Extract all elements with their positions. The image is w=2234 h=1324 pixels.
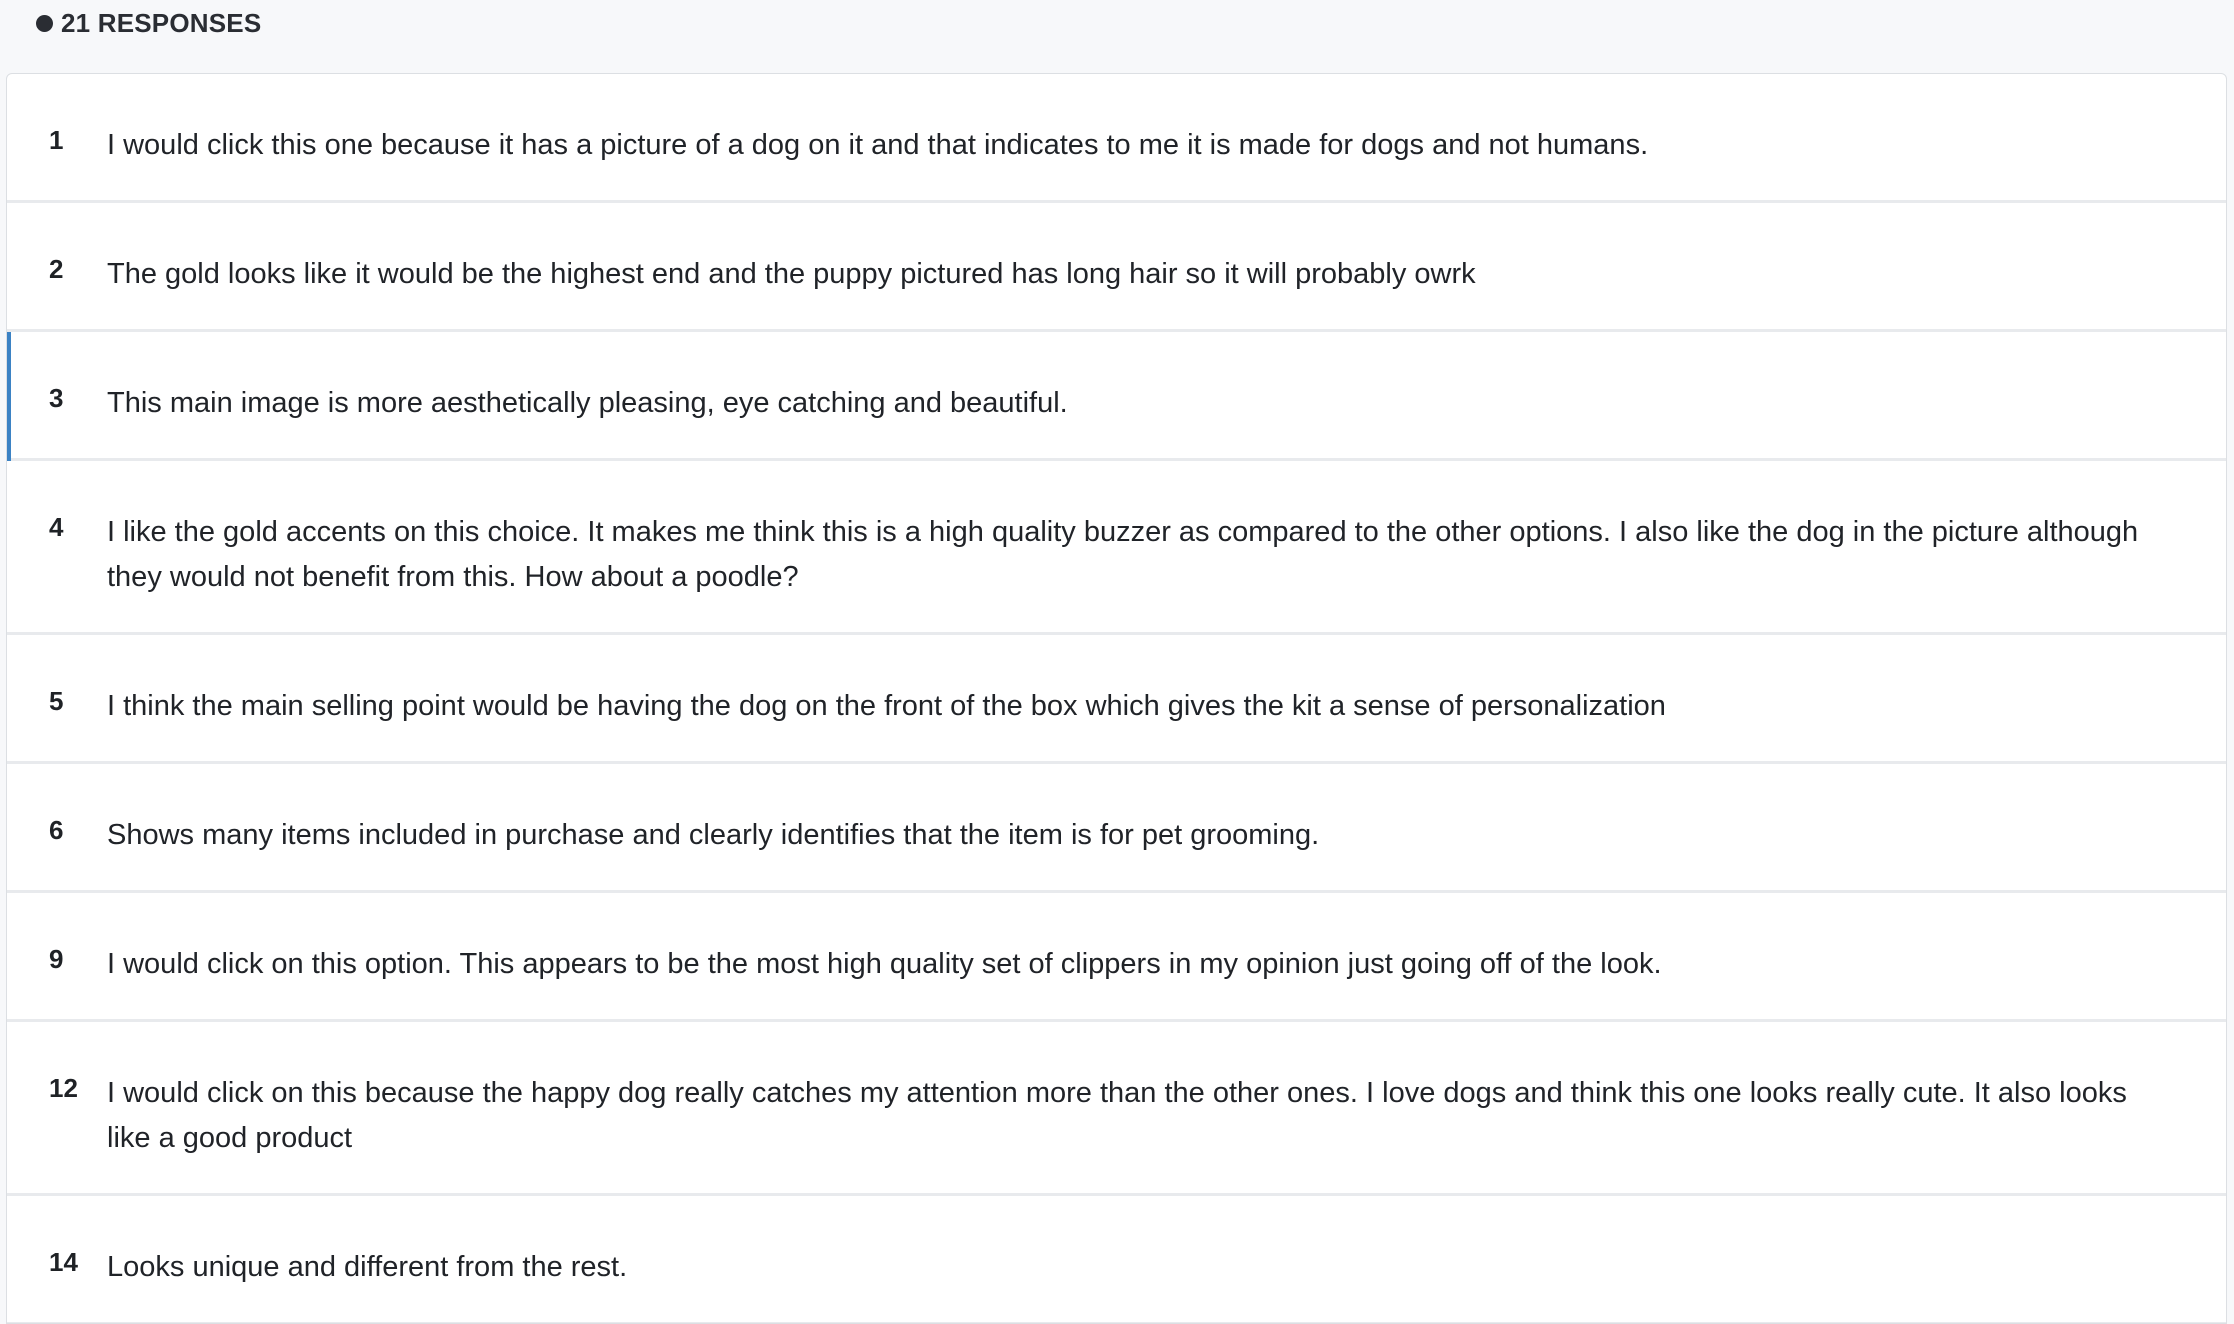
response-number: 6 (49, 815, 64, 845)
response-row-4[interactable] (7, 461, 2226, 635)
bullet-dot-icon (36, 15, 53, 32)
response-number: 3 (49, 383, 64, 413)
response-text: The gold looks like it would be the highest end and the puppy pictured has long hair so it will probably owrk (107, 258, 1476, 290)
response-number: 9 (49, 944, 64, 974)
response-row-2[interactable] (7, 203, 2226, 332)
response-row-9[interactable] (7, 893, 2226, 1022)
response-number: 4 (49, 512, 64, 542)
response-text: This main image is more aesthetically pleasing, eye catching and beautiful. (107, 387, 1068, 419)
response-text: I would click on this because the happy dog really catches my attention more than the other ones. I love dogs and think this one looks really cute. It also looks like a good product (107, 1077, 2127, 1154)
response-text: I think the main selling point would be having the dog on the front of the box which gives the kit a sense of personalization (107, 690, 1666, 722)
response-text: Looks unique and different from the rest. (107, 1251, 628, 1283)
response-text: I would click on this option. This appears to be the most high quality set of clippers in my opinion just going off of the look. (107, 948, 1662, 980)
response-number: 5 (49, 686, 64, 716)
responses-list (6, 73, 2227, 1324)
response-row-14[interactable] (7, 1196, 2226, 1324)
response-row-3[interactable] (7, 332, 2226, 461)
response-number: 12 (49, 1073, 78, 1103)
response-number: 14 (49, 1247, 78, 1277)
response-row-5[interactable] (7, 635, 2226, 764)
response-text: I like the gold accents on this choice. It makes me think this is a high quality buzzer as compared to the other options. I also like the dog in the picture although they would not benefit from this. How about a poodle? (107, 516, 2139, 593)
response-text: I would click this one because it has a picture of a dog on it and that indicates to me it is made for dogs and not humans. (107, 129, 1649, 161)
response-row-1[interactable] (7, 74, 2226, 203)
response-number: 1 (49, 125, 64, 155)
response-number: 2 (49, 254, 64, 284)
response-row-6[interactable] (7, 764, 2226, 893)
responses-count-title: 21 RESPONSES (61, 7, 262, 38)
responses-header (36, 0, 261, 46)
response-row-12[interactable] (7, 1022, 2226, 1196)
response-text: Shows many items included in purchase and clearly identifies that the item is for pet grooming. (107, 819, 1320, 851)
